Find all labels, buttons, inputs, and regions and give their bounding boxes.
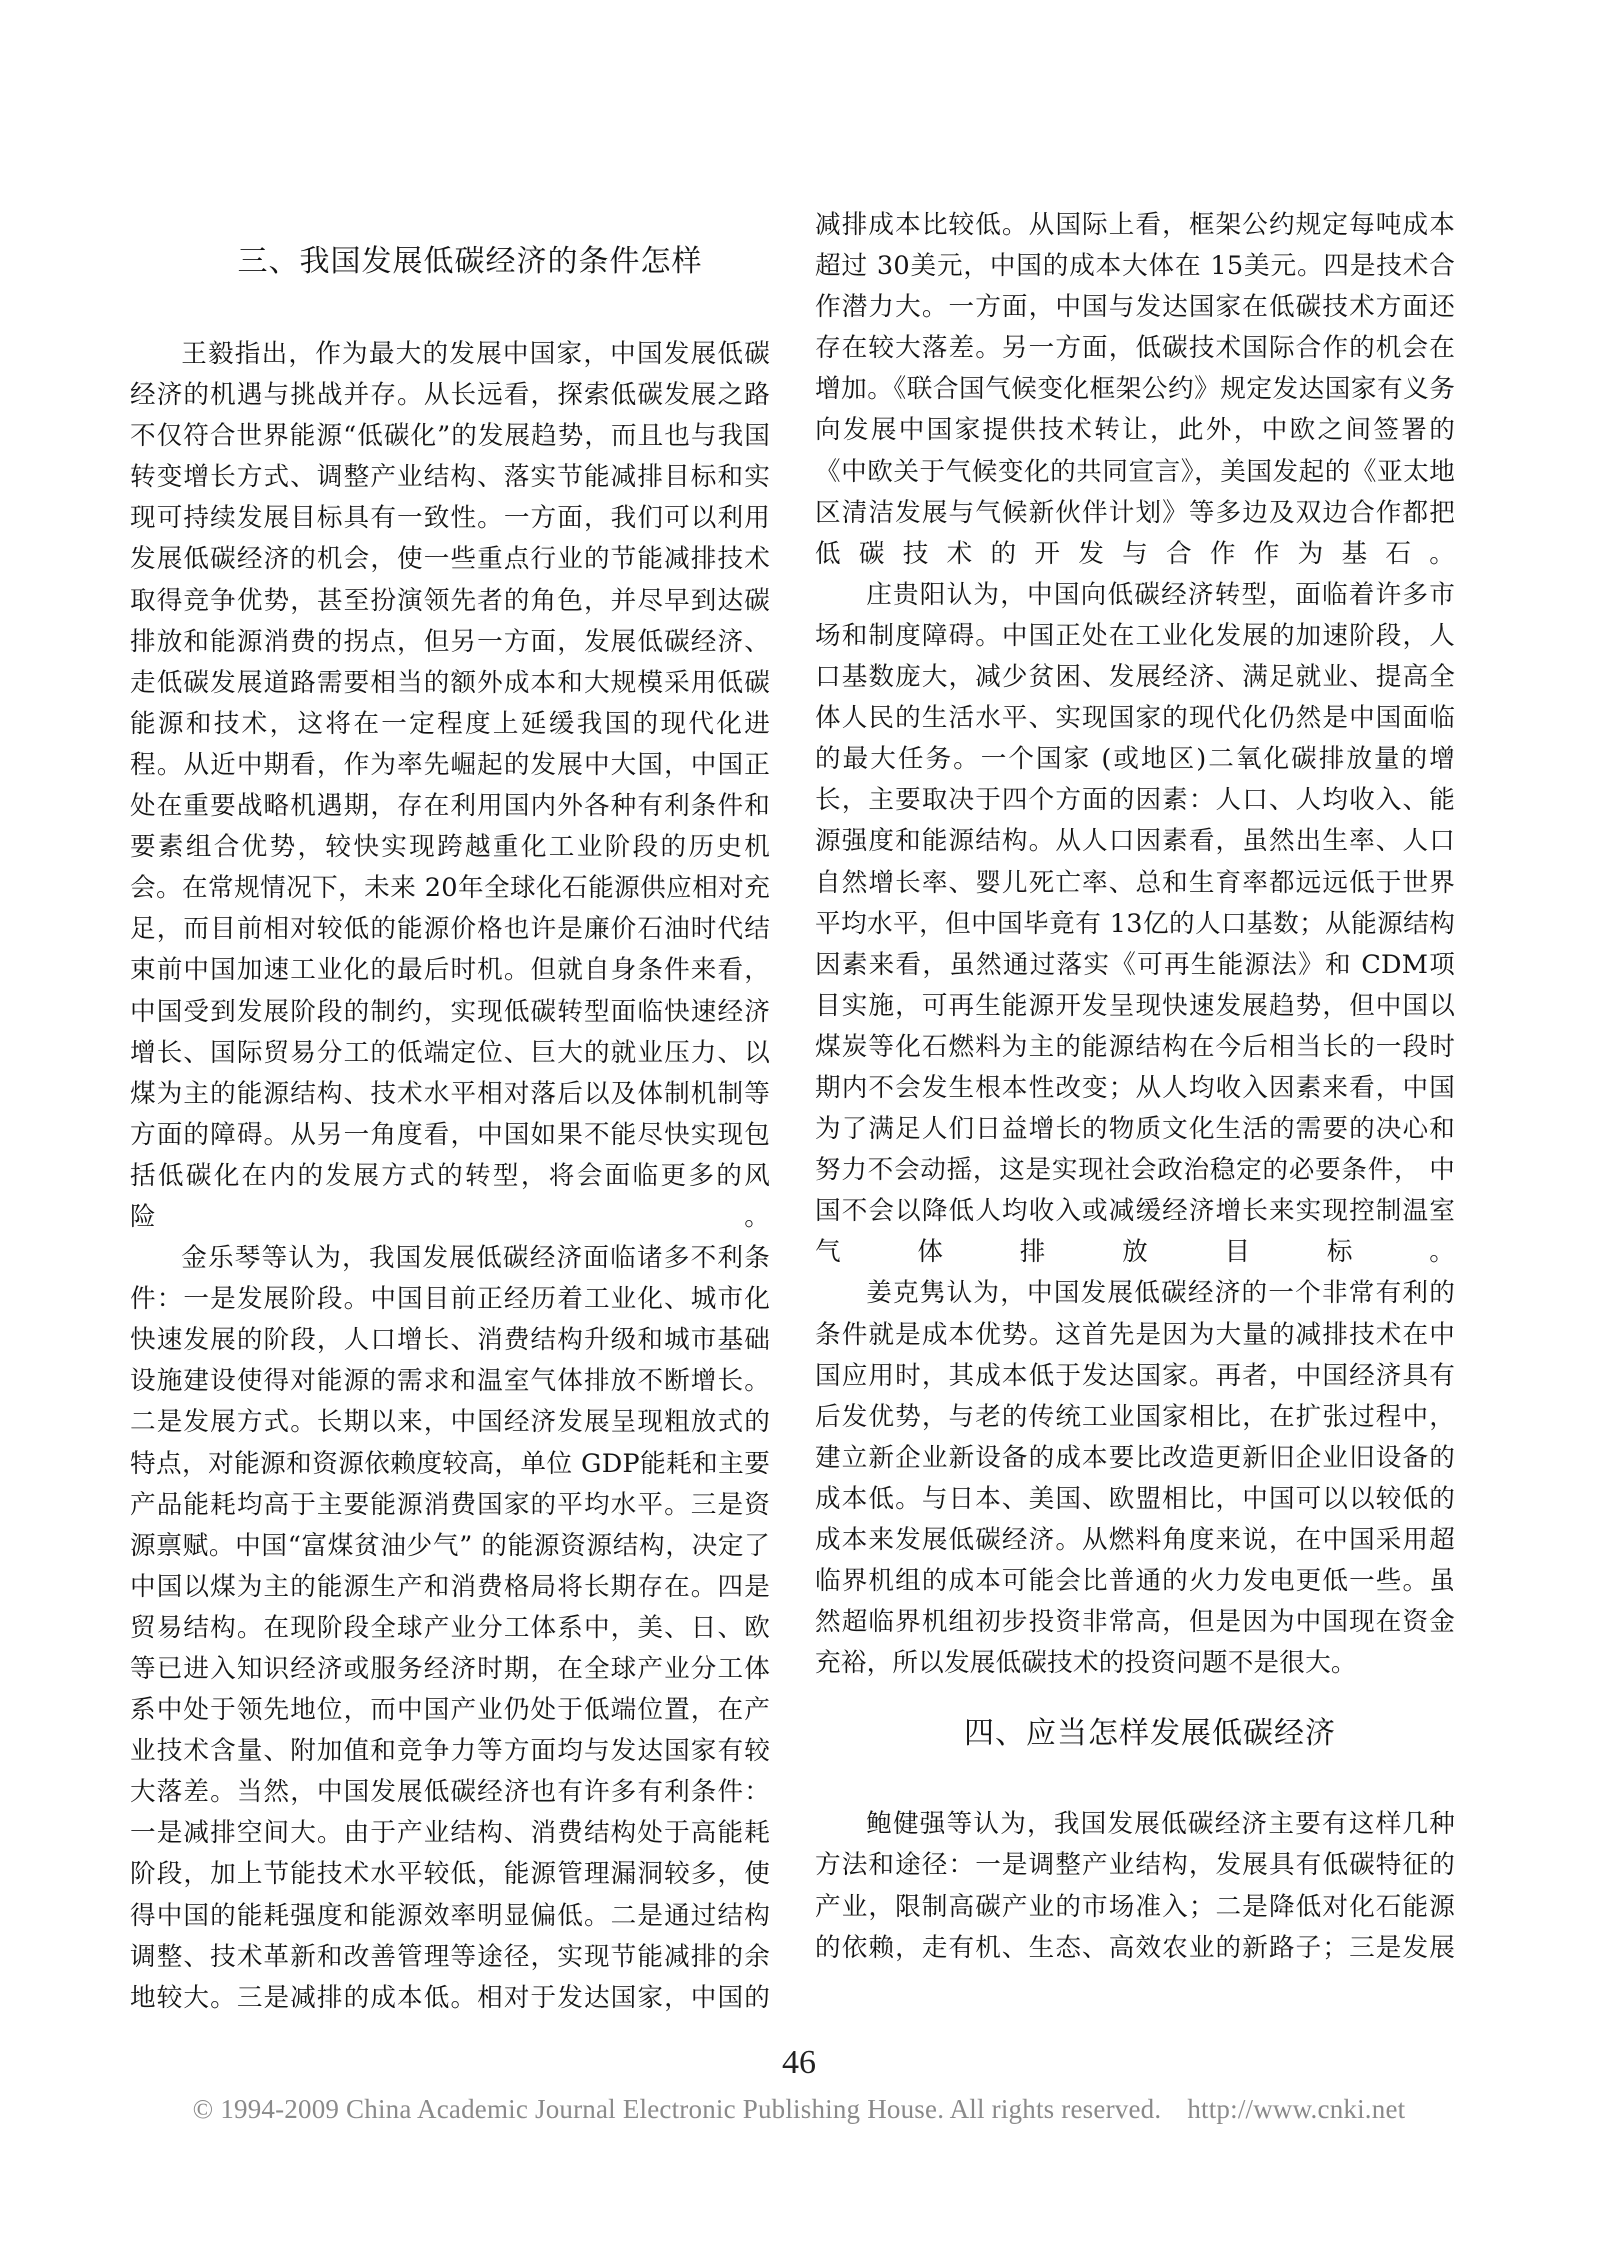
section-heading-3: 三、我国发展低碳经济的条件怎样 — [237, 244, 703, 279]
section-heading-4: 四、应当怎样发展低碳经济 — [964, 1716, 1336, 1752]
copyright-footer — [0, 2094, 1598, 2125]
paragraph-bao-jianqiang: 鲍健强等认为，我国发展低碳经济主要有这样几种方法和途径：一是调整产业结构，发展具有低碳特征的产业，限制高碳产业的市场准入；二是降低对化石能源的依赖，走有机、生态、高效农业的新路子；三是发展 — [815, 1809, 1455, 1963]
paragraph-jiang-kejun: 姜克隽认为，中国发展低碳经济的一个非常有利的条件就是成本优势。这首先是因为大量的减排技术在中国应用时，其成本低于发达国家。再者，中国经济具有后发优势，与老的传统工业国家相比，在扩张过程中，建立新企业新设备的成本要比改造更新旧企业旧设备的成本低。与日本、美国、欧盟相比，中国可以以较低的成本来发展低碳经济。从燃料角度来说，在中国采用超临界机组的成本可能会比普通的火力发电更低一些。虽然超临界机组初步投资非常高，但是因为中国现在资金充裕，所以发展低碳技术的投资问题不是很大。 — [815, 1278, 1455, 1679]
left-column — [130, 210, 770, 2019]
copyright-text: © 1994-2009 China Academic Journal Electronic Publishing House. All rights reserved. — [192, 2094, 1162, 2124]
paragraph-jin-leqin: 金乐琴等认为，我国发展低碳经济面临诸多不利条件：一是发展阶段。中国目前正经历着工业化、城市化快速发展的阶段，人口增长、消费结构升级和城市基础设施建设使得对能源的需求和温室气体排放不断增长。二是发展方式。长期以来，中国经济发展呈现粗放式的特点，对能源和资源依赖度较高，单位 GDP能耗和主要产品能耗均高于主要能源消费国家的平均水平。三是资源禀赋。中国“富煤贫油少气” 的能源资源结构，决定了中国以煤为主的能源生产和消费格局将长期存在。四是贸易结构。在现阶段全球产业分工体系中，美、日、欧等已进入知识经济或服务经济时期，在全球产业分工体系中处于领先地位，而中国产业仍处于低端位置，在产业技术含量、附加值和竞争力等方面均与发达国家有较大落差。当然，中国发展低碳经济也有许多有利条件：一是减排空间大。由于产业结构、消费结构处于高能耗阶段，加上节能技术水平较低，能源管理漏洞较多，使得中国的能耗强度和能源效率明显偏低。二是通过结构调整、技术革新和改善管理等途径，实现节能减排的余地较大。三是减排的成本低。相对于发达国家，中国的 — [130, 1243, 770, 2013]
page-number: 46 — [782, 2044, 816, 2081]
footer-link[interactable]: http://www.cnki.net — [1187, 2094, 1406, 2124]
paragraph-wang-yi: 王毅指出，作为最大的发展中国家，中国发展低碳经济的机遇与挑战并存。从长远看，探索低碳发展之路不仅符合世界能源“低碳化”的发展趋势，而且也与我国转变增长方式、调整产业结构、落实节能减排目标和实现可持续发展目标具有一致性。一方面，我们可以利用发展低碳经济的机会，使一些重点行业的节能减排技术取得竞争优势，甚至扮演领先者的角色，并尽早到达碳排放和能源消费的拐点，但另一方面，发展低碳经济、走低碳发展道路需要相当的额外成本和大规模采用低碳能源和技术，这将在一定程度上延缓我国的现代化进程。从近中期看，作为率先崛起的发展中大国，中国正处在重要战略机遇期，存在利用国内外各种有利条件和要素组合优势，较快实现跨越重化工业阶段的历史机会。在常规情况下，未来 20年全球化石能源供应相对充足，而目前相对较低的能源价格也许是廉价石油时代结束前中国加速工业化的最后时机。但就自身条件来看，中国受到发展阶段的制约，实现低碳转型面临快速经济增长、国际贸易分工的低端定位、巨大的就业压力、以煤为主的能源结构、技术水平相对落后以及体制机制等方面的障碍。从另一角度看，中国如果不能尽快实现包括低碳化在内的发展方式的转型，将会面临更多的风险。 — [130, 339, 770, 1232]
paragraph-zhuang-guiyang: 庄贵阳认为，中国向低碳经济转型，面临着许多市场和制度障碍。中国正处在工业化发展的加速阶段，人口基数庞大，减少贫困、发展经济、满足就业、提高全体人民的生活水平、实现国家的现代化仍然是中国面临的最大任务。一个国家 (或地区)二氧化碳排放量的增长，主要取决于四个方面的因素：人口、人均收入、能源强度和能源结构。从人口因素看，虽然出生率、人口自然增长率、婴儿死亡率、总和生育率都远远低于世界平均水平，但中国毕竟有 13亿的人口基数；从能源结构因素来看，虽然通过落实《可再生能源法》和 CDM项目实施，可再生能源开发呈现快速发展趋势，但中国以煤炭等化石燃料为主的能源结构在今后相当长的一段时期内不会发生根本性改变；从人均收入因素来看，中国为了满足人们日益增长的物质文化生活的需要的决心和努力不会动摇，这是实现社会政治稳定的必要条件， 中国不会以降低人均收入或减缓经济增长来实现控制温室气体排放目标。 — [815, 579, 1455, 1268]
right-column — [815, 205, 1455, 1969]
paragraph-continued: 减排成本比较低。从国际上看，框架公约规定每吨成本超过 30美元，中国的成本大体在 15美元。四是技术合作潜力大。一方面，中国与发达国家在低碳技术方面还存在较大落差。另一方面，低碳技术国际合作的机会在增加。《联合国气候变化框架公约》规定发达国家有义务向发展中国家提供技术转让，此外，中欧之间签署的《中欧关于气候变化的共同宣言》，美国发起的《亚太地区清洁发展与气候新伙伴计划》等多边及双边合作都把低碳技术的开发与合作作为基石。 — [815, 210, 1455, 569]
